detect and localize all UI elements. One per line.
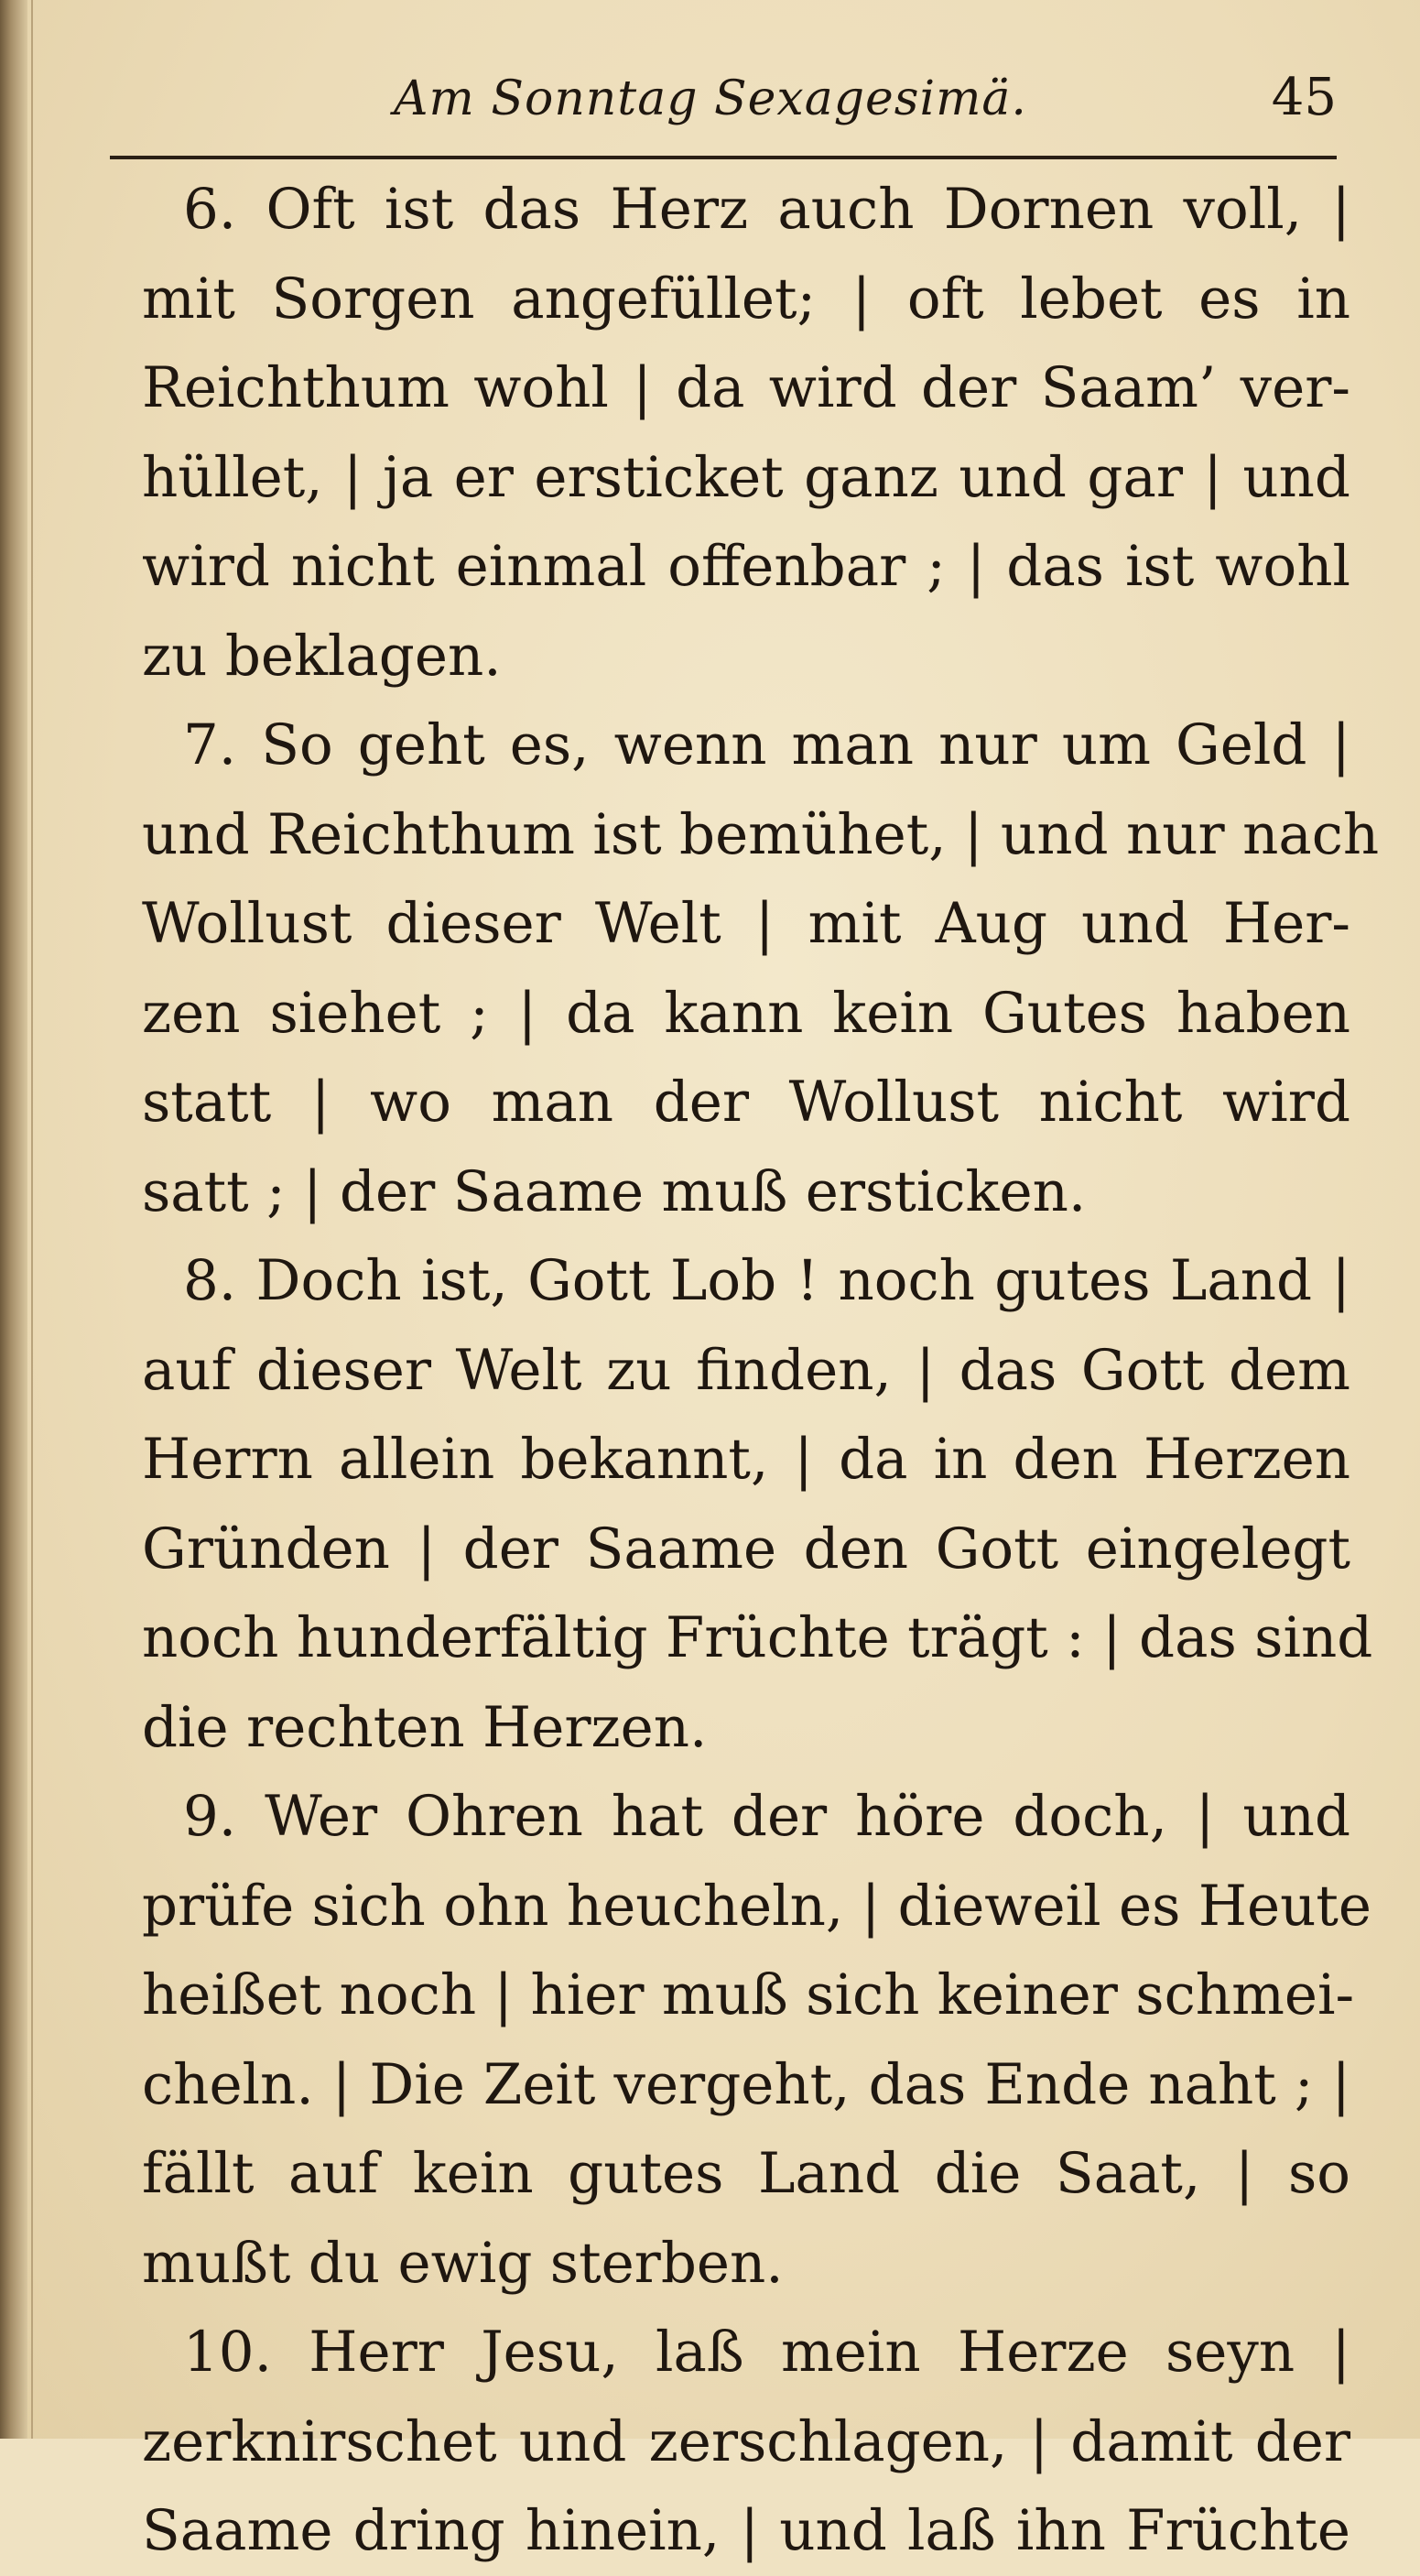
text-line: hüllet, | ja er ersticket ganz und gar | und bbox=[142, 444, 1350, 510]
text-line: noch hunderfältig Früchte trägt : | das sind bbox=[142, 1605, 1373, 1670]
text-line: zu beklagen. bbox=[142, 623, 502, 689]
text-line: Reichthum wohl | da wird der Saam’ ver- bbox=[142, 355, 1350, 420]
text-line: Saame dring hinein, | und laß ihn Früchte bbox=[142, 2498, 1350, 2563]
page-header bbox=[110, 64, 1337, 147]
text-line: cheln. | Die Zeit vergeht, das Ende naht ; | bbox=[142, 2051, 1350, 2117]
text-line: satt ; | der Saame muß ersticken. bbox=[142, 1158, 1087, 1224]
text-line: statt | wo man der Wollust nicht wird bbox=[142, 1070, 1350, 1135]
text-line: prüfe sich ohn heucheln, | dieweil es Heute bbox=[142, 1873, 1372, 1939]
text-line: mußt du ewig sterben. bbox=[142, 2230, 784, 2296]
text-line: zen siehet ; | da kann kein Gutes haben bbox=[142, 980, 1350, 1046]
text-line: die rechten Herzen. bbox=[142, 1694, 708, 1760]
text-line: Gründen | der Saame den Gott eingelegt bbox=[142, 1516, 1350, 1581]
text-line: 8. Doch ist, Gott Lob ! noch gutes Land | bbox=[183, 1248, 1350, 1313]
text-line: 6. Oft ist das Herz auch Dornen voll, | bbox=[183, 177, 1350, 242]
header-rule bbox=[110, 156, 1337, 159]
text-line: 9. Wer Ohren hat der höre doch, | und bbox=[183, 1784, 1350, 1849]
text-line: mit Sorgen angefüllet; | oft lebet es in bbox=[142, 266, 1350, 332]
text-line: heißet noch | hier muß sich keiner schmei- bbox=[142, 1962, 1355, 2027]
text-line: auf dieser Welt zu finden, | das Gott dem bbox=[142, 1337, 1350, 1403]
hymn-text bbox=[142, 165, 1380, 2576]
text-line: 7. So geht es, wenn man nur um Geld | bbox=[183, 712, 1350, 777]
text-line: wird nicht einmal offenbar ; | das ist wohl bbox=[142, 534, 1350, 599]
page-edge-line bbox=[31, 0, 33, 2439]
book-spine-shadow bbox=[0, 0, 27, 2439]
text-line: 10. Herr Jesu, laß mein Herze seyn | bbox=[183, 2320, 1350, 2385]
running-title: Am Sonntag Sexagesimä. bbox=[394, 71, 1027, 126]
text-line: fällt auf kein gutes Land die Saat, | so bbox=[142, 2141, 1350, 2206]
text-line: Herrn allein bekannt, | da in den Herzen bbox=[142, 1427, 1350, 1492]
text-line: Wollust dieser Welt | mit Aug und Her- bbox=[142, 891, 1350, 956]
page-number: 45 bbox=[1271, 68, 1337, 127]
text-line: und Reichthum ist bemühet, | und nur nach bbox=[142, 801, 1380, 867]
text-line: zerknirschet und zerschlagen, | damit der bbox=[142, 2408, 1350, 2474]
